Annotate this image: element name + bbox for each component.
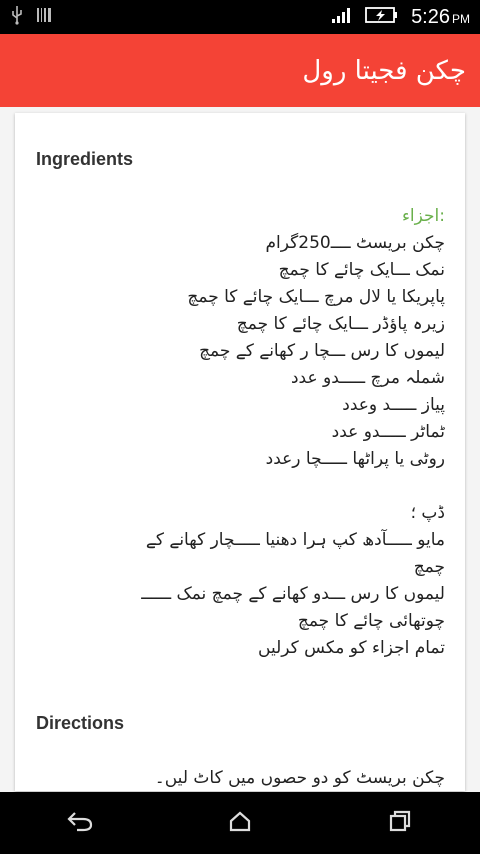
recents-button[interactable] bbox=[370, 793, 430, 853]
back-button[interactable] bbox=[50, 793, 110, 853]
clock-time: 5:26 bbox=[411, 5, 450, 28]
ingredient-line: لیموں کا رس ـــچا ر کھانے کے چمچ bbox=[199, 341, 445, 361]
back-icon bbox=[66, 810, 94, 836]
status-bar bbox=[0, 0, 480, 34]
directions-heading: Directions bbox=[36, 713, 125, 733]
ingredient-line: :اجزاء bbox=[401, 206, 445, 226]
ingredient-line: پیاز ـــــد وعدد bbox=[342, 395, 445, 415]
directions-list bbox=[25, 765, 445, 791]
app-bar bbox=[0, 34, 480, 107]
clock bbox=[411, 6, 470, 29]
home-icon bbox=[228, 810, 252, 836]
direction-line: چکن بریسٹ کو دو حصوں میں کاٹ لیں۔ bbox=[154, 768, 445, 788]
battery-charging-icon bbox=[365, 6, 399, 28]
ingredient-line: نمک ـــایک چائے کا چمچ bbox=[278, 260, 445, 280]
status-bar-right bbox=[331, 6, 470, 29]
recipe-card[interactable] bbox=[15, 113, 465, 791]
home-button[interactable] bbox=[210, 793, 270, 853]
ingredient-line: پاپریکا یا لال مرچ ـــایک چائے کا چمچ bbox=[187, 287, 445, 307]
ingredient-line: مایو ـــــآدھ کپ ہرا دھنیا ـــــچار کھانے کے bbox=[145, 530, 445, 550]
navigation-bar bbox=[0, 792, 480, 854]
ingredient-line: زیرہ پاؤڈر ـــایک چائے کا چمچ bbox=[236, 314, 445, 334]
ingredient-line: تمام اجزاء کو مکس کرلیں bbox=[258, 638, 445, 658]
signal-icon bbox=[331, 6, 353, 28]
ingredient-line: لیموں کا رس ـــدو کھانے کے چمچ نمک ــــــ bbox=[141, 584, 445, 604]
ingredient-line bbox=[25, 473, 445, 500]
ingredient-line: چمچ bbox=[413, 557, 445, 577]
usb-icon bbox=[10, 5, 24, 29]
ingredient-line: روٹی یا پراٹھا ـــــچا رعدد bbox=[265, 449, 445, 469]
ingredient-line: چکن بریسٹ ــــ250گرام bbox=[265, 233, 445, 253]
recents-icon bbox=[388, 809, 412, 837]
ingredient-line: ڈپ ؛ bbox=[410, 503, 445, 523]
ingredients-list bbox=[25, 203, 445, 662]
barcode-icon bbox=[36, 6, 52, 28]
status-bar-left bbox=[10, 5, 52, 29]
clock-ampm: PM bbox=[452, 11, 470, 26]
ingredient-line: شملہ مرچ ـــــدو عدد bbox=[290, 368, 445, 388]
page-title: چکن فجیتا رول bbox=[302, 55, 466, 86]
ingredient-line: چوتھائی چائے کا چمچ bbox=[297, 611, 445, 631]
ingredients-heading: Ingredients bbox=[36, 149, 134, 169]
ingredient-line: ٹماٹر ـــــدو عدد bbox=[331, 422, 445, 442]
